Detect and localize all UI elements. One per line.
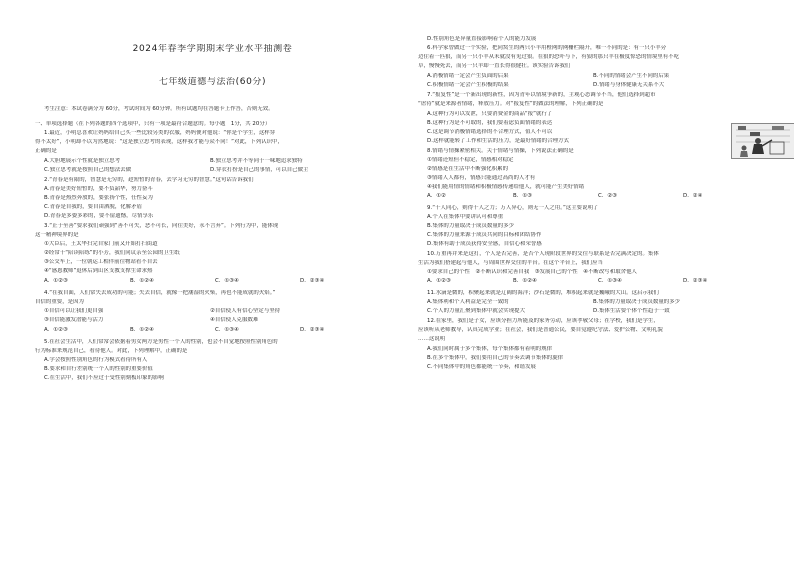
section-heading: 一、单项选择题（在下列各题的四个选项中，只有一项是最符合题意的。每小题 1分，共 20分） <box>35 121 271 127</box>
q4-item: ③自信能激发潜能与活力 <box>44 317 104 323</box>
q4-choice: D．②③④ <box>300 327 325 333</box>
q8-item: ①情绪还短但不稳定，情感相对稳定 <box>427 157 514 163</box>
q12-text: 应该听从老师教导，认真完成学业；在社会，我们是普通公民，要自觉遵纪守法、爱护公物、文明礼貌 <box>418 327 663 333</box>
q11-option-d: D.集体生活要个体个性趋于一致 <box>593 308 670 314</box>
q3-item: ④“感恩教师”退休后到山区支教支撑生命求热 <box>44 268 153 274</box>
q1-option-b: B.独立思考并不等同于一味地追求独特 <box>210 158 303 164</box>
q11-option-b: B.集体的力量取决于成员数量的多少 <box>593 299 681 305</box>
q3-item: ②经常干“陪读陪练”的小芳，我们同议亲至公园的卫生纸 <box>44 250 180 256</box>
q3-item: ①大臣后，王太华扫完自家门前又开始打扫街道 <box>44 241 158 247</box>
q4-choice: C．①③④ <box>215 327 239 333</box>
q12-text: 12.在家里，我们是子女，应该分担力所能及的家务劳动，应该孝敬父母；在学校，我们是学生， <box>427 318 659 324</box>
q11-option-c: C.个人的力量汇聚到集体中就会实现提大 <box>427 308 526 314</box>
q8-choice: C．②③ <box>598 193 618 199</box>
q6-text: 草，慢慢死去，而另一只羊却一直长得很健壮。该实验告诉我们 <box>418 63 571 69</box>
q6-option-d: D.情绪与身体健康无关系不大 <box>593 82 665 88</box>
q8-item: ④我们能用情的情绪和积极情感传递给他人，就可能产生美好情绪 <box>427 184 585 190</box>
q7-text: 7.“报复性”是一个新出现的新性，因为青年以情境争新的，主观心态调节不当，他们选择到超市 <box>427 92 656 98</box>
cartoon-drawing-icon <box>732 124 794 158</box>
q8-choice: A．①② <box>427 193 446 199</box>
q8-text: 8.情绪与情操紧密相关。关于情绪与情操，下列说法正确的是 <box>427 148 574 154</box>
q1-text: 1.最近，小明总喜欢让妈妈给自己买一些比较另类的衣服，妈妈便对他说：“你是个学生，这样穿 <box>44 130 276 136</box>
q9-option: A.个人在集体中要讲认可和尊重 <box>427 214 504 220</box>
q2-option: A.青春是美好短暂的，要不负韶华，努力奋斗 <box>44 186 153 192</box>
q11-text: 11.水滴是微的，积聚起来就是辽阔的海洋；沙石是微的，堆积起来就是巍峨的大山。这启示我们 <box>427 290 659 296</box>
q8-choice: B．①③ <box>513 193 532 199</box>
q3-text: 3.“止于至善”要求我们顽强到“善不可失，恶不可长，向往美好，永不言弃”。下列行为中，能体现 <box>44 223 279 229</box>
q6-option-a: A.消极情绪一定会产生负面的后果 <box>427 73 509 79</box>
q10-text: 10.万重再并来是这打，个人是否完善，是否个人现阶段世界的交往与联系是否完满决定的。集体 <box>427 251 659 257</box>
q7-option: C.这是调节消极情绪选择的不合理方式，值人不可以 <box>427 129 553 135</box>
q11-option-a: A.集体利和个人利益是完全一致的 <box>427 299 509 305</box>
q12-text: ……这说明 <box>418 336 446 342</box>
q8-item: ②情感是在生活中不断强化积累的 <box>427 166 509 172</box>
q7-text: “虐待”就是来源者情绪，释放压力。对“报复性”的做法的理解，下列正确的是 <box>418 101 604 107</box>
q5-text: 行为标准来规范自己，看待他人。对此，下列理解中，正确的是 <box>35 348 188 354</box>
q2-text: 2.“青春是有限的，智慧是无穷的，趁短暂的青春，去学习无穷的智慧。”这句话告诉我们 <box>44 177 254 183</box>
q3-item: ③公交车上，一位朝运工相伴前往物站看不自去 <box>44 259 158 265</box>
q2-option: D.青春是多姿多彩的，要不留遗憾，尽情享乐 <box>44 213 154 219</box>
q2-option: B.青春是热烈奔放的，要张扬个性，任性妄为 <box>44 195 153 201</box>
exam-title: 2024年春季学期期末学业水平抽测卷 <box>132 44 293 54</box>
q4-choice: B．①②④ <box>130 327 154 333</box>
q10-choice: A．①②③ <box>427 278 451 284</box>
q3-choice: C．①③④ <box>215 278 239 284</box>
q9-option: D.集体有助于成员获得安全感，自信心和荣誉感 <box>427 241 542 247</box>
q5-text: 5.在社会生活中，人们常常会依据着男女两方是男性一个人的性别，也会不自觉地按照性别角色的 <box>44 339 278 345</box>
q10-text: 生活为我们搭建起与他人，与周围世界交往的平台。在这个平台上，我们应当 <box>418 260 603 266</box>
q6-option-b: B.不同的情绪会产生不同的后果 <box>593 73 670 79</box>
q3-choice: B．①②④ <box>130 278 154 284</box>
exam-subject: 七年级道德与法治(60分) <box>158 77 267 87</box>
q5-option-d: D.性别角色是异量直接影响着个人的能力发展 <box>427 36 537 42</box>
q10-items: ①要求自己的个性 ②不断认识和完善自我 ③发展自己的个性 ④不断改写和取舍他人 <box>427 269 637 275</box>
q10-choice: D．②③④ <box>683 278 708 284</box>
q8-item: ③情绪人人都有，情感只能通过高尚的人才有 <box>427 175 536 181</box>
q4-item: ①自信可以让我们更自强 <box>44 308 104 314</box>
cartoon-illustration <box>731 123 794 159</box>
q5-option: B.要求和自行差别统一个人的性别的重要价值 <box>44 366 153 372</box>
q6-option-c: C.积极情绪一定会产生积极的结果 <box>427 82 509 88</box>
notice: 考生注意：本试卷满分为 60分，考试时间为 60分钟。所有试题均在答题卡上作答，否则无效。 <box>44 106 274 112</box>
q6-text: 边住着一匹狼，而另一只小羊从未就没有见过狼。在狼的恐吓与下，有狼的那只羊在极度惊恐的情境里有不吃 <box>418 54 680 60</box>
q4-item: ②自信使人有信心坚定与坚持 <box>210 308 281 314</box>
q9-option: B.集体的力量取决于成员数量的多少 <box>427 223 515 229</box>
q10-choice: B．①②④ <box>513 278 537 284</box>
q1-option-d: D.穿衣打扮是自己的事情，可以自己做主 <box>210 167 309 173</box>
q7-option: A.这种行为可以发泄，只要消费金的商品“报”就行了 <box>427 111 553 117</box>
q4-choice: A．①②③ <box>44 327 68 333</box>
q5-option: C.在生活中，我们不应过于受性别刻板印象的影响 <box>44 375 164 381</box>
q7-option: D.这样就能转了工作和生活的压力，是最好情绪的合理方式 <box>427 138 569 144</box>
q12-option: B.在多个集体中，我们要用自己的节奏去调节集体的旋律 <box>427 355 564 361</box>
q7-option: B.这种行为是不可取的，我们要着虑负面情绪的表达 <box>427 120 553 126</box>
q10-choice: C．①③④ <box>598 278 622 284</box>
q8-choice: D．②④ <box>683 193 703 199</box>
q4-item: ④自信使人克服数难 <box>210 317 259 323</box>
q3-choice: D．②③④ <box>300 278 325 284</box>
q1-option-a: A.大胆地展示个性就是独立思考 <box>44 158 121 164</box>
q3-choice: A．①②③ <box>44 278 68 284</box>
q12-option: C.不同集体中的角色都能统一节奏，和谐发展 <box>427 364 536 370</box>
q4-text: 自信的重要，是因为 <box>35 299 84 305</box>
q5-option: A.学会按照性别角色的行为模式看待所有人 <box>44 357 148 363</box>
q1-option-c: C.独立思考就是按照自己的想法去做 <box>44 167 132 173</box>
q3-text: 这一精神境界的是 <box>35 232 79 238</box>
q6-text: 6.科学家曾做过一个实验，把同窝生的两只小羊用橙网的网栅栏隔开，唯一不同的是：有一只小羊旁 <box>427 45 667 51</box>
q9-option: C.集体的力量来源于成员共同的目标和团结协作 <box>427 232 542 238</box>
q2-option: C.青春是自我的，要自由洒脱，化解矛盾 <box>44 204 143 210</box>
q1-text: 正确的是 <box>35 148 57 154</box>
q9-text: 9.“千人同心，则得千人之力；万人异心，则无一人之用。”这主要说明了 <box>427 205 599 211</box>
q1-text: 得不太好”，小明却不以为然地说：“这是独立思考的表现，这样我才能与众不同！”对此，下列认识中， <box>35 139 283 145</box>
q4-text: 4.“在我自面，人们常失去成功的可能；失去自信，就像一把潮湿的火柴，再也不能成就的火焰。” <box>44 290 276 296</box>
q12-option: A.我们同时属于多个集体，每个集体都有着明的规律 <box>427 346 553 352</box>
